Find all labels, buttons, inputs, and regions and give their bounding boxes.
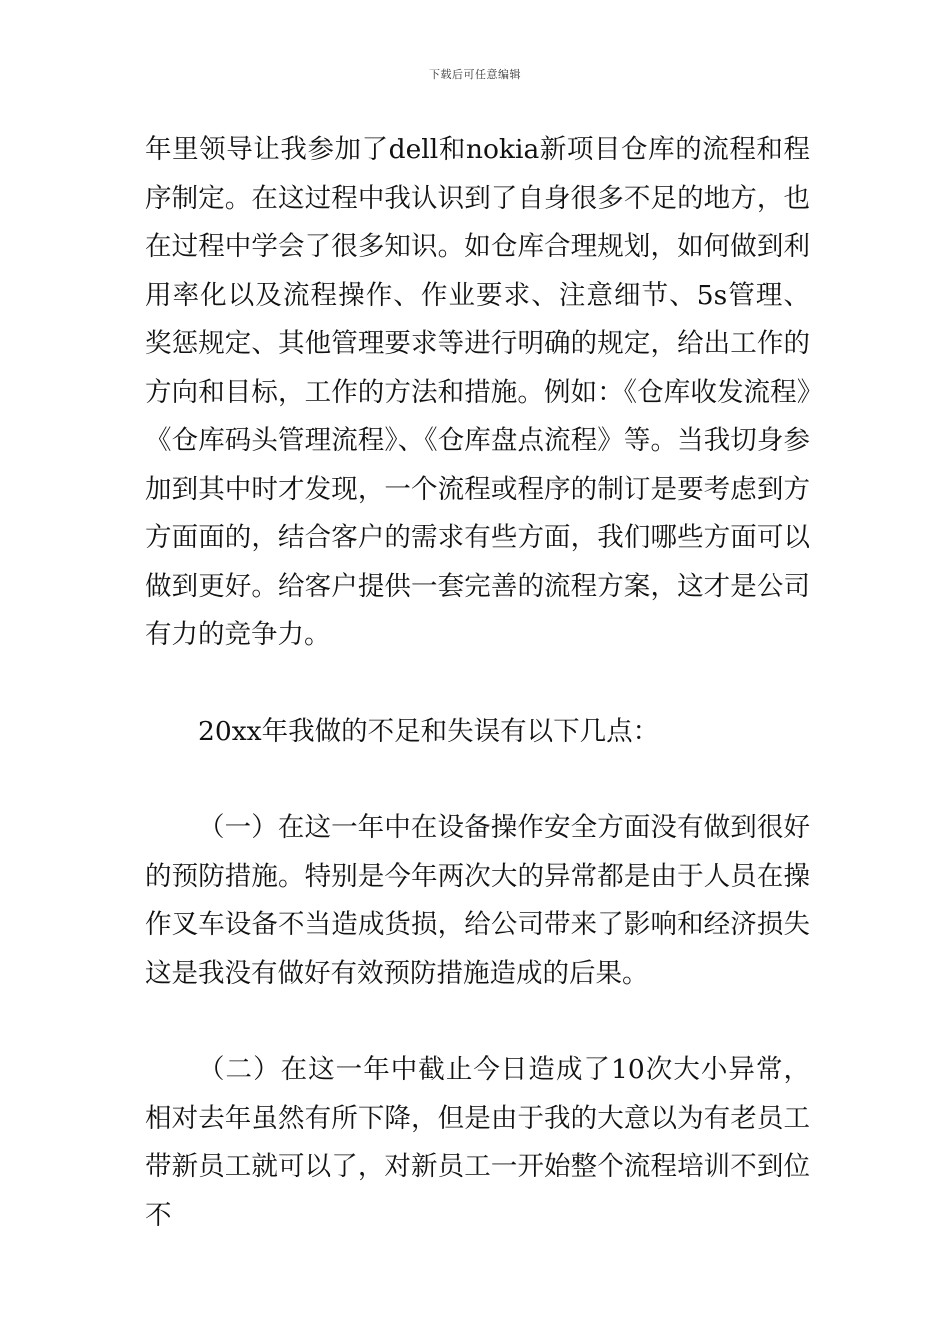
paragraph-spacer (145, 998, 810, 1046)
page-header-note: 下载后可任意编辑 (429, 68, 521, 81)
paragraph-spacer (145, 756, 810, 804)
document-body (145, 126, 810, 1240)
paragraph-spacer (145, 660, 810, 708)
paragraph-warehouse-process: 年里领导让我参加了dell和nokia新项目仓库的流程和程序制定。在这过程中我认识到了自身很多不足的地方，也在过程中学会了很多知识。如仓库合理规划，如何做到利用率化以及流程操作、作业要求、注意细节、5s管理、奖惩规定、其他管理要求等进行明确的规定，给出工作的方向和目标，工作的方法和措施。例如：《仓库收发流程》《仓库码头管理流程》、《仓库盘点流程》等。当我切身参加到其中时才发现，一个流程或程序的制订是要考虑到方方面面的，结合客户的需求有些方面，我们哪些方面可以做到更好。给客户提供一套完善的流程方案，这才是公司有力的竞争力。 (145, 134, 810, 650)
paragraph-point-two: （二）在这一年中截止今日造成了10次大小异常，相对去年虽然有所下降，但是由于我的大意以为有老员工带新员工就可以了，对新员工一开始整个流程培训不到位不 (145, 1054, 810, 1231)
paragraph-point-one: （一）在这一年中在设备操作安全方面没有做到很好的预防措施。特别是今年两次大的异常都是由于人员在操作叉车设备不当造成货损，给公司带来了影响和经济损失这是我没有做好有效预防措施造成的后果。 (145, 812, 810, 989)
paragraph-shortcomings-heading: 20xx年我做的不足和失误有以下几点： (198, 715, 660, 747)
